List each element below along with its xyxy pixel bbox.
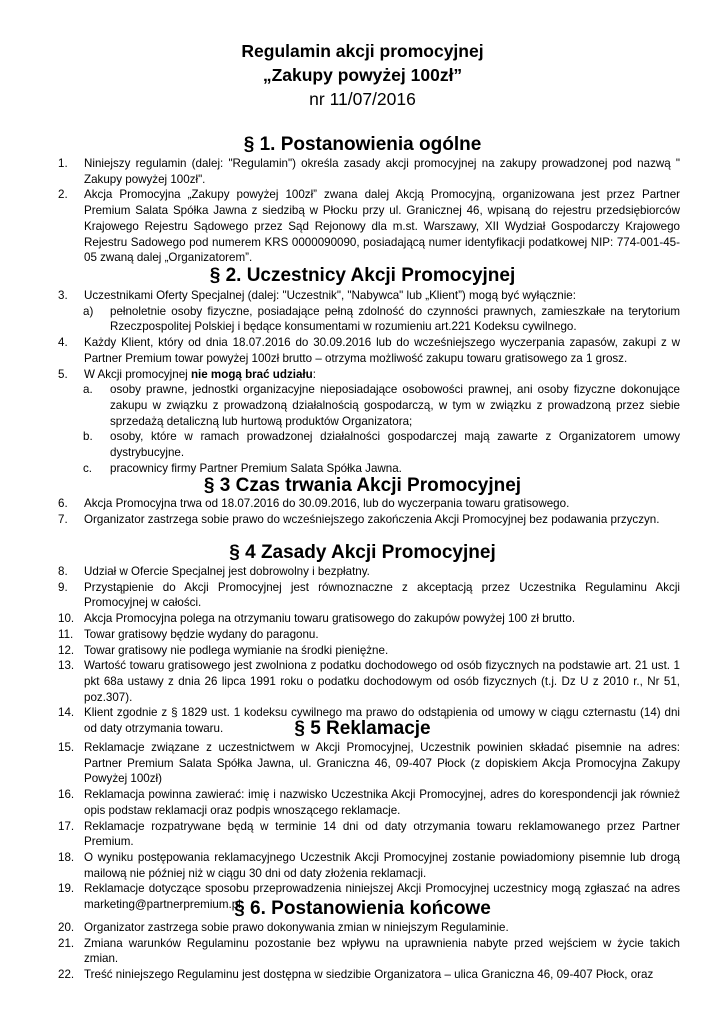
item-text: Akcja Promocyjna „Zakupy powyżej 100zł” zwana dalej Akcją Promocyjną, organizowana jest przez Partner Premium Salata Spółka Jawna z siedzibą w Płocku przy ul. Granicznej 46, wpisaną do rejestru przedsiębiorców Krajowego Rejestru Sądowego przez Sąd Rejonowy dla m.st. Warszawy, XII Wydział Gospodarczy Krajowego Rejestru Sadowego pod numerem KRS 0000090090, posiadającą numer identyfikacji podatkowej NIP: 774-001-45-05 zwaną dalej „Organizatorem”. xyxy=(84,188,680,265)
list-item xyxy=(58,187,680,266)
list-item xyxy=(58,580,680,611)
promotion-name: „Zakupy powyżej 100zł” xyxy=(262,65,463,85)
item-text: Klient zgodnie z § 1829 ust. 1 kodeksu cywilnego ma prawo do odstąpienia od umowy w ciągu czternastu (14) dni od daty otrzymania towaru. xyxy=(84,706,680,736)
sub-item-text: pełnoletnie osoby fizyczne, posiadające pełną zdolność do czynności prawnych, zamieszkałe na terytorium Rzeczpospolitej Polskiej i będące konsumentami w rozumieniu art.221 Kodeksu cywilnego. xyxy=(110,304,680,334)
item-number: 3. xyxy=(58,289,68,302)
item-number: 15. xyxy=(58,741,75,754)
list-item xyxy=(58,627,680,643)
item-text: Niniejszy regulamin (dalej: "Regulamin") określa zasady akcji promocyjnej na zakupy prowadzonej pod nazwą " Zakupy powyżej 100zł". xyxy=(84,157,680,186)
sub-item-text: pracownicy firmy Partner Premium Salata Spółka Jawna. xyxy=(110,461,402,475)
item-number: 18. xyxy=(58,850,75,864)
item-number: 4. xyxy=(58,336,68,350)
list-item xyxy=(58,564,680,580)
sub-item-letter: a. xyxy=(83,383,93,397)
list-item xyxy=(58,787,680,818)
list-item xyxy=(58,367,680,383)
item-text: Treść niniejszego Regulaminu jest dostępna w siedzibie Organizatora – ulica Graniczna 46, 09-407 Płock, oraz xyxy=(84,968,654,982)
item-number: 6. xyxy=(58,497,68,510)
list-item xyxy=(58,967,680,983)
list-item xyxy=(58,936,680,967)
sub-list-item xyxy=(58,304,680,335)
item-number: 19. xyxy=(58,882,75,896)
list-item xyxy=(58,611,680,627)
list-item xyxy=(58,335,680,366)
list-item xyxy=(58,512,680,528)
item-number: 20. xyxy=(58,921,75,934)
regulation-number: nr 11/07/2016 xyxy=(309,89,416,109)
item-number: 8. xyxy=(58,565,68,578)
item-number: 5. xyxy=(58,367,68,381)
section-1-list xyxy=(58,156,680,266)
item-number: 13. xyxy=(58,659,75,673)
item-text: Akcja Promocyjna trwa od 18.07.2016 do 30.09.2016, lub do wyczerpania towaru gratisowego. xyxy=(84,497,570,510)
item-number: 1. xyxy=(58,157,68,170)
item-number: 12. xyxy=(58,643,75,657)
item-text: Organizator zastrzega sobie prawo do wcześniejszego zakończenia Akcji Promocyjnej bez podawania przyczyn. xyxy=(84,512,660,526)
sub-list-item xyxy=(58,382,680,429)
section-2-heading: § 2. Uczestnicy Akcji Promocyjnej xyxy=(209,265,516,286)
item-text: Każdy Klient, który od dnia 18.07.2016 do 30.09.2016 lub do wcześniejszego wyczerpania zapasów, zakupi z w Partner Premium towar powyżej 100zł brutto – otrzyma możliwość zakupu towaru gratisowego za 1 grosz. xyxy=(84,336,680,365)
item-text: Towar gratisowy będzie wydany do paragonu. xyxy=(84,627,319,641)
item-text: Towar gratisowy nie podlega wymianie na środki pieniężne. xyxy=(84,643,389,657)
list-item xyxy=(58,156,680,187)
item-number: 10. xyxy=(58,612,75,626)
list-item xyxy=(58,850,680,881)
section-3-heading: § 3 Czas trwania Akcji Promocyjnej xyxy=(203,475,522,496)
item-text-emphasis: nie mogą brać udziału xyxy=(190,367,313,381)
item-text: Reklamacje rozpatrywane będą w terminie 14 dni od daty otrzymania towaru reklamowanego przez Partner Premium. xyxy=(84,819,680,849)
list-item xyxy=(58,643,680,659)
item-text: Reklamacje związane z uczestnictwem w Akcji Promocyjnej, Uczestnik powinien składać pisemnie na adres: Partner Premium Salata Spółka Jawna, ul. Graniczna 46, 09-407 Płock (z dopiskiem Akcja Promocyjna Zakupy Powyżej 100zł) xyxy=(84,741,680,786)
section-5-heading: § 5 Reklamacje xyxy=(294,718,431,739)
item-text: Zmiana warunków Regulaminu pozostanie bez wpływu na uprawnienia nabyte przed wejściem w życie takich zmian. xyxy=(84,936,680,966)
sub-item-letter: c. xyxy=(83,461,93,475)
item-number: 16. xyxy=(58,788,75,802)
item-number: 22. xyxy=(58,968,75,982)
item-number: 17. xyxy=(58,819,75,833)
section-2-list xyxy=(58,288,680,476)
section-4-list xyxy=(58,564,680,737)
item-number: 11. xyxy=(58,627,74,641)
list-item xyxy=(58,920,680,936)
item-text: Przystąpienie do Akcji Promocyjnej jest równoznaczne z akceptacją przez Uczestnika Regulaminu Akcji Promocyjnej w całości. xyxy=(84,580,680,610)
item-number: 2. xyxy=(58,188,68,202)
section-5-list xyxy=(58,740,680,913)
item-number: 21. xyxy=(58,936,75,950)
item-text: Udział w Ofercie Specjalnej jest dobrowolny i bezpłatny. xyxy=(84,565,370,578)
sub-item-text: osoby, które w ramach prowadzonej działalności gospodarczej mają zawarte z Organizatorem umowy dystrybucyjne. xyxy=(110,430,680,460)
section-6-heading: § 6. Postanowienia końcowe xyxy=(234,898,491,919)
item-text: Akcja Promocyjna polega na otrzymaniu towaru gratisowego do zakupów powyżej 100 zł brutto. xyxy=(84,612,576,626)
sub-item-letter: a) xyxy=(83,304,94,318)
item-text-post: : xyxy=(312,367,316,381)
item-text: Reklamacja powinna zawierać: imię i nazwisko Uczestnika Akcji Promocyjnej, adres do korespondencji jak również opis podstaw reklamacji oraz podpis wnoszącego reklamacje. xyxy=(84,788,680,817)
list-item xyxy=(58,496,680,512)
sub-item-text: osoby prawne, jednostki organizacyjne nieposiadające osobowości prawnej, ani osoby fizyczne dokonujące zakupu w związku z prowadzoną działalnością gospodarczą, w tym w związku z prowadzoną przez siebie sprzedażą detaliczną lub hurtową produktów Organizatora; xyxy=(110,383,680,428)
document-title: Regulamin akcji promocyjnej xyxy=(241,41,484,61)
sub-item-letter: b. xyxy=(83,430,93,444)
list-item xyxy=(58,658,680,705)
sub-list-item xyxy=(58,429,680,460)
item-text: Organizator zastrzega sobie prawo dokonywania zmian w niniejszym Regulaminie. xyxy=(84,921,509,934)
item-text: Wartość towaru gratisowego jest zwolniona z podatku dochodowego od osób fizycznych na podstawie art. 21 ust. 1 pkt 68a ustawy z dnia 26 lipca 1991 roku o podatku dochodowym od osób fizycznych (t.j. Dz U z 2010 r., Nr 51, poz.307). xyxy=(84,659,680,704)
item-text-pre: W Akcji promocyjnej xyxy=(84,367,191,381)
list-item xyxy=(58,288,680,304)
section-3-list xyxy=(58,496,680,527)
section-6-list xyxy=(58,920,680,983)
item-number: 14. xyxy=(58,706,75,720)
item-text xyxy=(84,367,680,383)
section-1-heading: § 1. Postanowienia ogólne xyxy=(243,134,482,155)
item-number: 7. xyxy=(58,512,68,526)
item-text: Reklamacje dotyczące sposobu przeprowadzenia niniejszej Akcji Promocyjnej uczestnicy mogą zgłaszać na adres marketing@partnerpremium.pl xyxy=(84,882,680,912)
item-number: 9. xyxy=(58,580,68,594)
list-item xyxy=(58,740,680,787)
list-item xyxy=(58,819,680,850)
item-text: O wyniku postępowania reklamacyjnego Uczestnik Akcji Promocyjnej zostanie powiadomiony pisemnie lub drogą mailową nie później niż w ciągu 30 dni od daty złożenia reklamacji. xyxy=(84,850,680,880)
section-4-heading: § 4 Zasady Akcji Promocyjnej xyxy=(229,542,496,563)
item-text: Uczestnikami Oferty Specjalnej (dalej: "Uczestnik", "Nabywca" lub „Klient”) mogą być wyłącznie: xyxy=(84,289,576,302)
